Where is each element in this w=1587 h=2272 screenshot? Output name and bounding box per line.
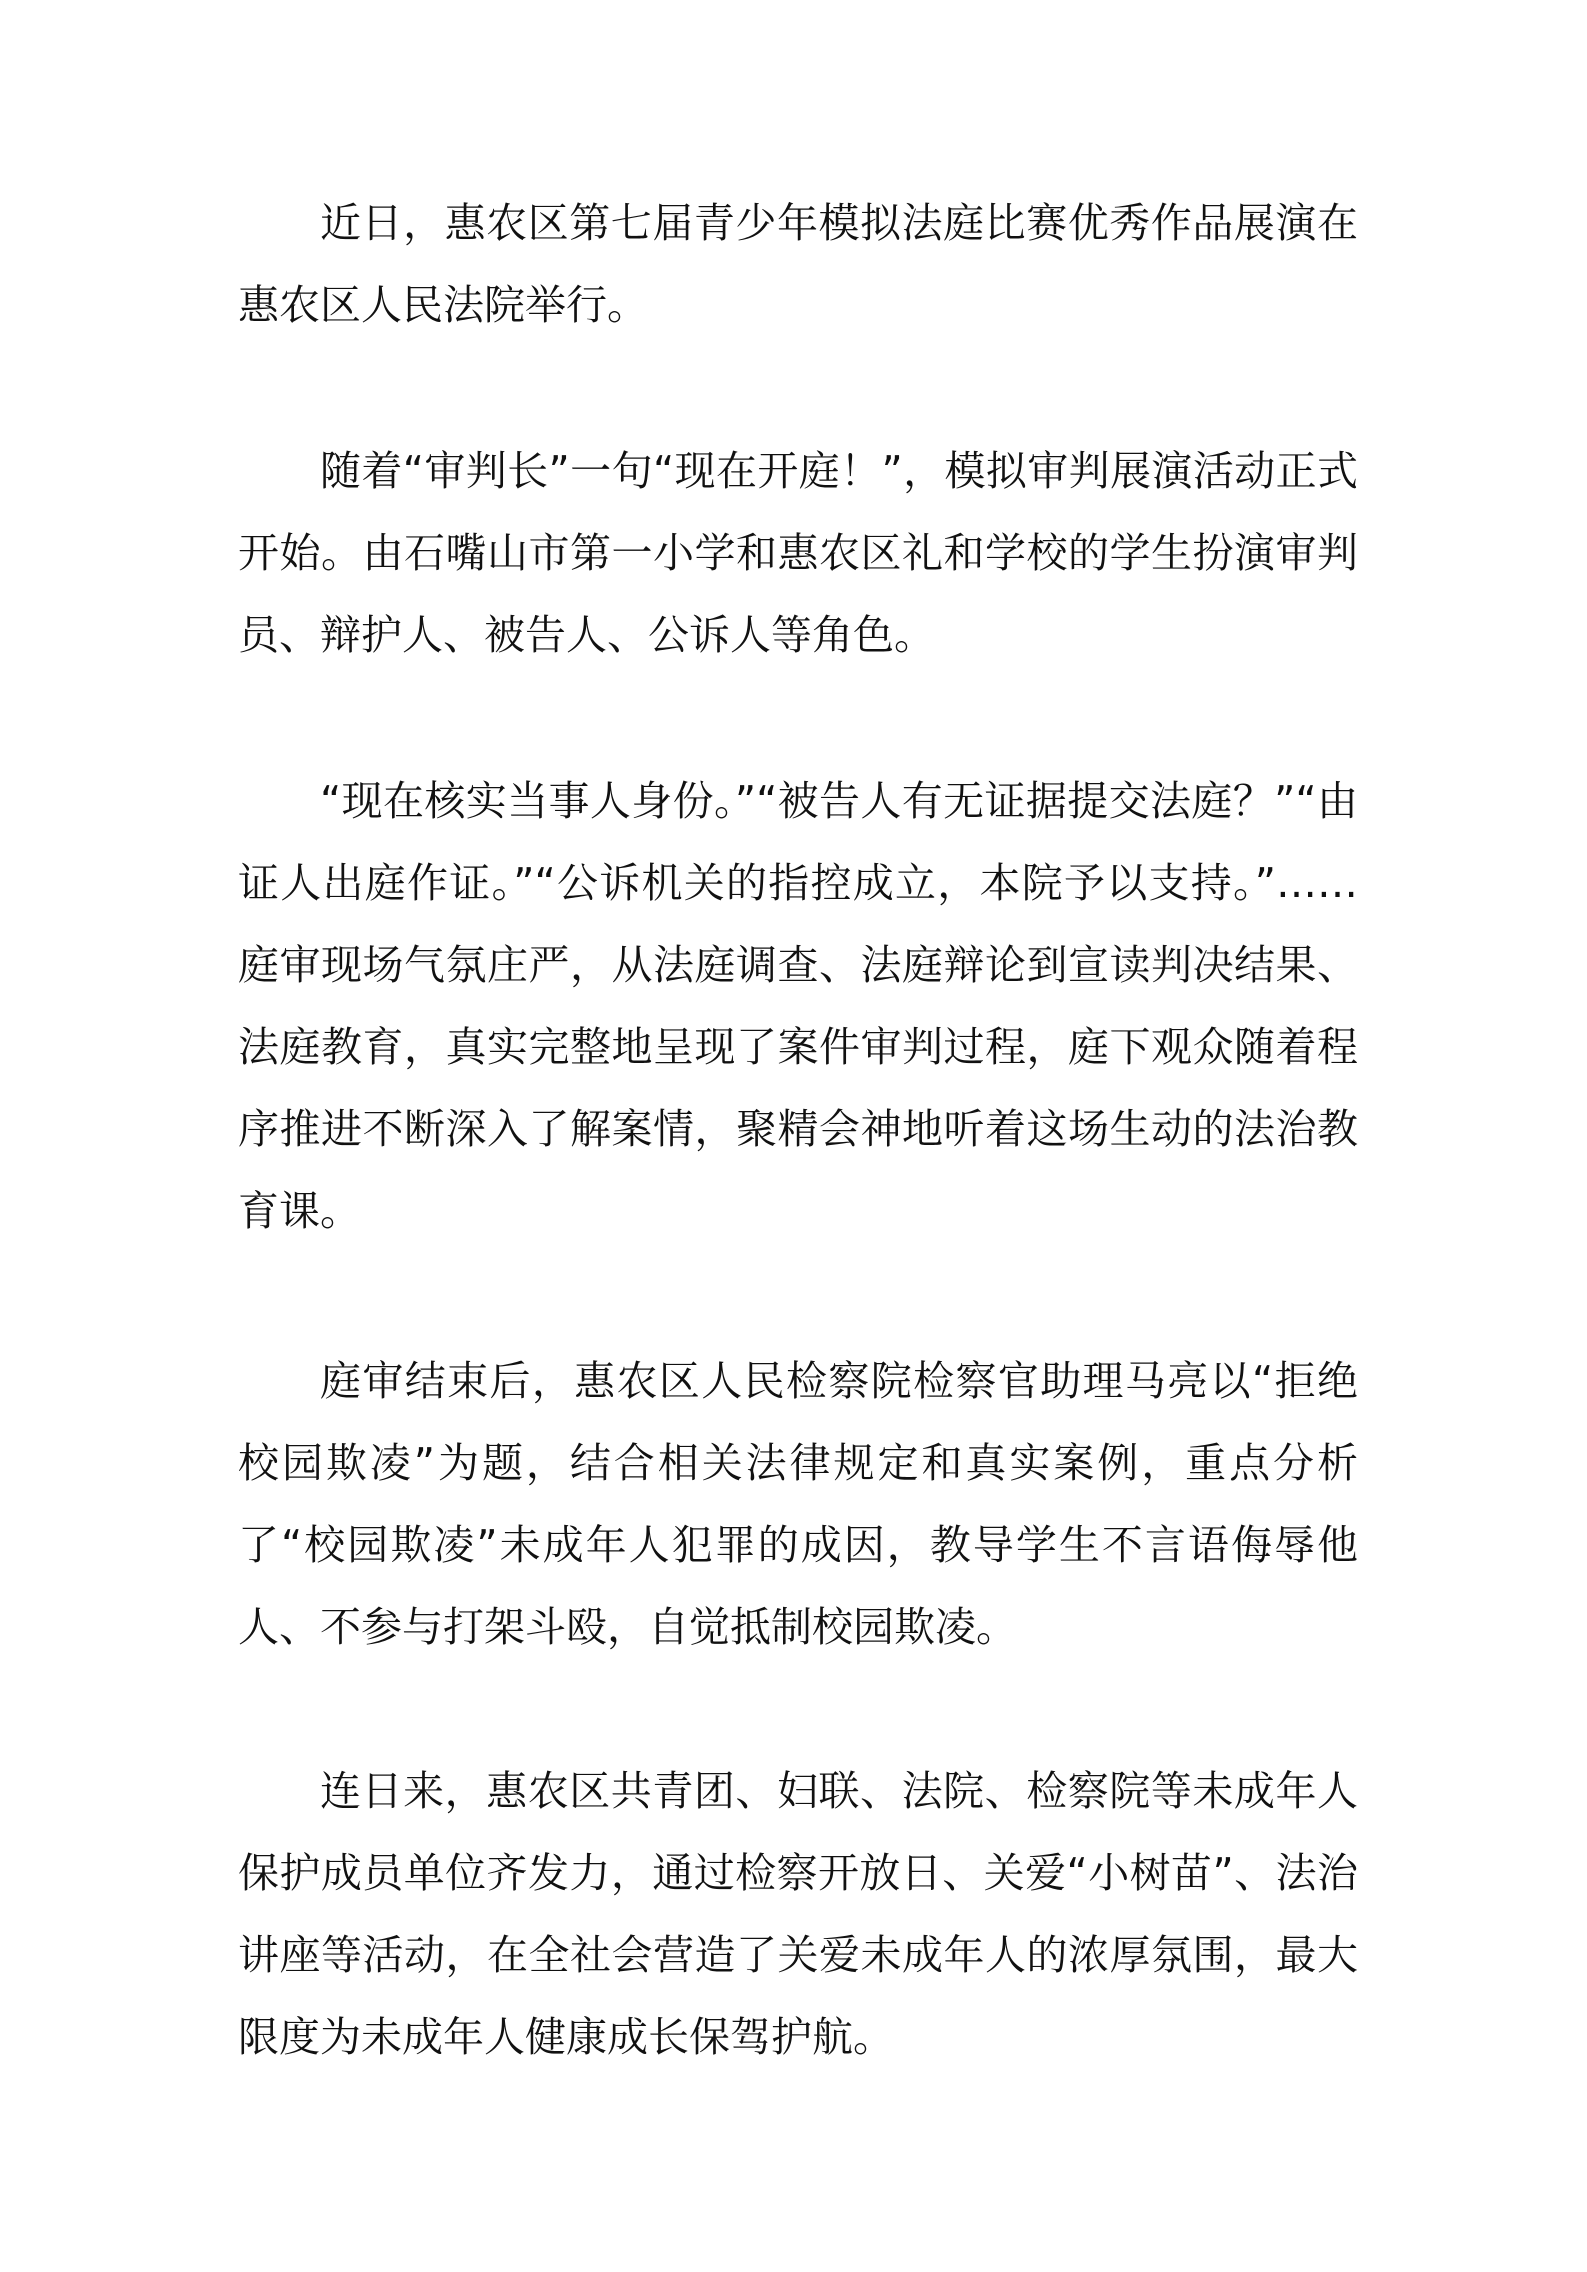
paragraph-5: 连日来，惠农区共青团、妇联、法院、检察院等未成年人保护成员单位齐发力，通过检察开放日、关爱“小树苗”、法治讲座等活动，在全社会营造了关爱未成年人的浓厚氛围，最大限度为未成年人健康成长保驾护航。	[238, 1767, 1358, 2061]
paragraph-1: 近日，惠农区第七届青少年模拟法庭比赛优秀作品展演在惠农区人民法院举行。	[238, 199, 1358, 329]
paragraph-2: 随着“审判长”一句“现在开庭！”，模拟审判展演活动正式开始。由石嘴山市第一小学和惠农区礼和学校的学生扮演审判员、辩护人、被告人、公诉人等角色。	[238, 447, 1358, 659]
paragraph-3: “现在核实当事人身份。”“被告人有无证据提交法庭？”“由证人出庭作证。”“公诉机关的指控成立，本院予以支持。”……庭审现场气氛庄严，从法庭调查、法庭辩论到宣读判决结果、法庭教育，真实完整地呈现了案件审判过程，庭下观众随着程序推进不断深入了解案情，聚精会神地听着这场生动的法治教育课。	[238, 777, 1358, 1235]
paragraph-4: 庭审结束后，惠农区人民检察院检察官助理马亮以“拒绝校园欺凌”为题，结合相关法律规定和真实案例，重点分析了“校园欺凌”未成年人犯罪的成因，教导学生不言语侮辱他人、不参与打架斗殴，自觉抵制校园欺凌。	[238, 1357, 1358, 1651]
